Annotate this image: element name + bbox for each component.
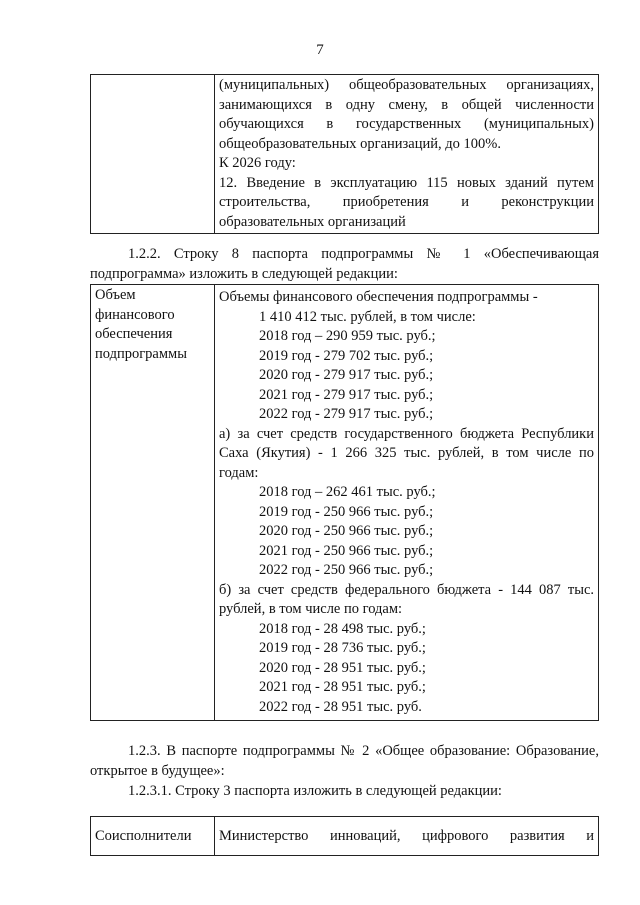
section-a-text: годам: — [219, 464, 259, 481]
text-line: образовательных организаций — [219, 213, 406, 230]
year-amount: 2018 год - 28 498 тыс. руб.; — [259, 620, 426, 637]
year-amount: 2019 год - 250 966 тыс. руб.; — [259, 503, 434, 520]
funding-total: 1 410 412 тыс. рублей, в том числе: — [259, 308, 476, 325]
funding-table-label-cell — [91, 285, 215, 721]
co-executors-table — [90, 816, 599, 856]
year-amount: 2020 год - 279 917 тыс. руб.; — [259, 367, 434, 383]
label-line: обеспечения — [95, 326, 173, 342]
text-line: (муниципальных) общеобразовательных организациях, — [219, 77, 594, 93]
funding-table-value-cell — [215, 285, 599, 721]
goals-table — [90, 74, 599, 234]
year-amount: 2022 год - 28 951 тыс. руб. — [259, 698, 422, 715]
paragraph-1-2-3: 1.2.3. В паспорте подпрограммы № 2 «Общее образование: Образование, открытое в будущее»: — [90, 743, 599, 779]
year-amount: 2019 год - 28 736 тыс. руб.; — [259, 640, 426, 656]
text-line: К 2026 году: — [219, 155, 296, 171]
section-a-text: а) за счет средств государственного бюджета Республики — [219, 425, 594, 442]
funding-table — [90, 284, 599, 721]
year-amount: 2022 год - 279 917 тыс. руб.; — [259, 406, 434, 422]
co-executors-value-cell: Министерство инноваций, цифрового развития и — [215, 817, 599, 856]
goals-table-label-cell — [91, 75, 215, 234]
section-b-text: рублей, в том числе по годам: — [219, 601, 403, 617]
year-amount: 2018 год – 262 461 тыс. руб.; — [259, 484, 436, 500]
paragraph-1-2-3-1: 1.2.3.1. Строку 3 паспорта изложить в следующей редакции: — [128, 783, 502, 799]
year-amount: 2019 год - 279 702 тыс. руб.; — [259, 347, 434, 364]
year-amount: 2020 год - 28 951 тыс. руб.; — [259, 659, 426, 676]
co-executors-label-cell: Соисполнители — [91, 817, 215, 856]
year-amount: 2022 год - 250 966 тыс. руб.; — [259, 562, 434, 578]
year-amount: 2021 год - 279 917 тыс. руб.; — [259, 386, 434, 403]
text-line: 12. Введение в эксплуатацию 115 новых зданий путем — [219, 174, 594, 191]
year-amount: 2020 год - 250 966 тыс. руб.; — [259, 523, 434, 539]
label-line: Объем — [95, 287, 136, 303]
text-line: занимающихся в одну смену, в общей численности — [219, 96, 594, 113]
label-line: финансового — [95, 306, 175, 323]
text-line: обучающихся в государственных (муниципальных) — [219, 116, 594, 132]
label-line: подпрограммы — [95, 345, 187, 362]
year-amount: 2018 год – 290 959 тыс. руб.; — [259, 328, 436, 344]
section-b-text: б) за счет средств федерального бюджета - 144 087 тыс. — [219, 581, 594, 598]
paragraph-1-2-2: 1.2.2. Строку 8 паспорта подпрограммы № 1 «Обеспечивающая подпрограмма» изложить в следующей редакции: — [90, 246, 599, 282]
text-line: общеобразовательных организаций, до 100%. — [219, 135, 501, 152]
text-line: строительства, приобретения и реконструкции — [219, 194, 594, 210]
goals-table-value-cell — [215, 75, 599, 234]
year-amount: 2021 год - 250 966 тыс. руб.; — [259, 542, 434, 559]
page-number: 7 — [316, 42, 324, 58]
funding-intro: Объемы финансового обеспечения подпрограммы - — [219, 289, 538, 305]
section-a-text: Саха (Якутия) - 1 266 325 тыс. рублей, в том числе по — [219, 445, 594, 461]
year-amount: 2021 год - 28 951 тыс. руб.; — [259, 679, 426, 695]
